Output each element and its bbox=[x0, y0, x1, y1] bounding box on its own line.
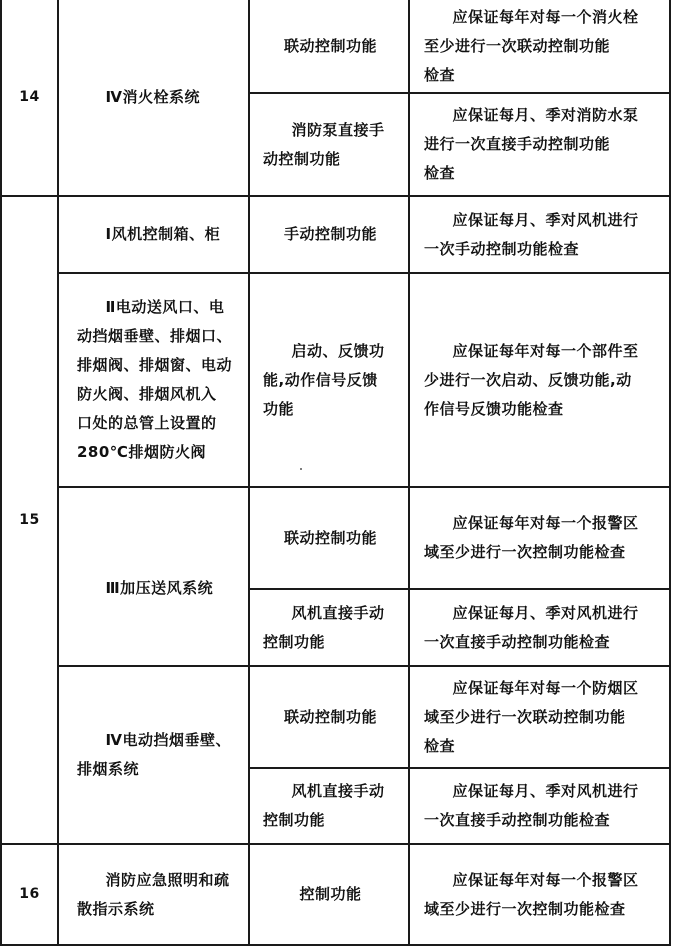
requirement-cell bbox=[410, 769, 669, 843]
system-name: Ⅰ风机控制箱、柜 bbox=[105, 225, 221, 243]
requirement-text: 应保证每月、季对风机进行 一次直接手动控制功能检查 bbox=[424, 782, 639, 829]
function-cell bbox=[250, 488, 408, 588]
system-name: Ⅲ加压送风系统 bbox=[105, 579, 214, 597]
requirement-text: 应保证每年对每一个消火栓 至少进行一次联动控制功能 检查 bbox=[424, 7, 639, 84]
system-cell bbox=[59, 488, 248, 665]
system-cell bbox=[59, 845, 248, 944]
requirement-text: 应保证每年对每一个防烟区 域至少进行一次联动控制功能 检查 bbox=[424, 678, 639, 755]
system-cell bbox=[59, 274, 248, 486]
system-cell bbox=[59, 0, 248, 195]
function-name: 启动、反馈功 能,动作信号反馈 功能 bbox=[263, 341, 385, 418]
function-name: 联动控制功能 bbox=[283, 528, 377, 547]
function-cell bbox=[250, 845, 408, 944]
function-name: 消防泵直接手 动控制功能 bbox=[263, 120, 385, 168]
requirement-text: 应保证每月、季对风机进行 一次直接手动控制功能检查 bbox=[424, 603, 639, 651]
requirement-text: 应保证每年对每一个报警区 域至少进行一次控制功能检查 bbox=[424, 870, 639, 918]
requirement-cell bbox=[410, 94, 669, 195]
requirement-text: 应保证每月、季对风机进行 一次手动控制功能检查 bbox=[424, 210, 639, 258]
requirement-cell bbox=[410, 274, 669, 486]
row-number bbox=[2, 197, 57, 843]
system-name: Ⅳ电动挡烟垂壁、 排烟系统 bbox=[77, 731, 231, 778]
function-cell bbox=[250, 667, 408, 767]
function-name: 风机直接手动 控制功能 bbox=[263, 603, 385, 651]
function-cell bbox=[250, 274, 408, 486]
system-cell bbox=[59, 197, 248, 272]
function-name: 联动控制功能 bbox=[283, 707, 377, 726]
requirement-text: 应保证每年对每一个报警区 域至少进行一次控制功能检查 bbox=[424, 514, 639, 561]
rule-col-right bbox=[669, 0, 671, 946]
requirement-text: 应保证每年对每一个部件至 少进行一次启动、反馈功能,动 作信号反馈功能检查 bbox=[424, 341, 639, 418]
requirement-cell bbox=[410, 488, 669, 588]
row-number-text: 14 bbox=[19, 89, 40, 105]
function-name: 风机直接手动 控制功能 bbox=[263, 782, 385, 829]
function-cell bbox=[250, 769, 408, 843]
requirement-text: 应保证每月、季对消防水泵 进行一次直接手动控制功能 检查 bbox=[424, 106, 639, 182]
function-cell bbox=[250, 94, 408, 195]
stray-mark bbox=[300, 468, 302, 470]
function-cell bbox=[250, 590, 408, 665]
requirement-cell bbox=[410, 845, 669, 944]
system-cell bbox=[59, 667, 248, 843]
row-number-text: 15 bbox=[19, 511, 40, 528]
function-cell bbox=[250, 0, 408, 92]
system-name: Ⅱ电动送风口、电 动挡烟垂壁、排烟口、 排烟阀、排烟窗、电动 防火阀、排烟风机入 口处的总管上设置的 280℃排烟防火阀 bbox=[77, 298, 233, 461]
row-number bbox=[2, 845, 57, 944]
row-number bbox=[2, 0, 57, 195]
requirement-cell bbox=[410, 0, 669, 92]
requirement-cell bbox=[410, 667, 669, 767]
system-name: Ⅳ消火栓系统 bbox=[105, 88, 200, 106]
row-number-text: 16 bbox=[19, 886, 40, 902]
function-name: 联动控制功能 bbox=[283, 36, 377, 55]
function-cell bbox=[250, 197, 408, 272]
system-name: 消防应急照明和疏 散指示系统 bbox=[77, 870, 230, 918]
requirement-cell bbox=[410, 197, 669, 272]
rule-table-bottom bbox=[0, 944, 671, 946]
function-name: 手动控制功能 bbox=[283, 225, 377, 243]
requirement-cell bbox=[410, 590, 669, 665]
function-name: 控制功能 bbox=[299, 885, 362, 903]
